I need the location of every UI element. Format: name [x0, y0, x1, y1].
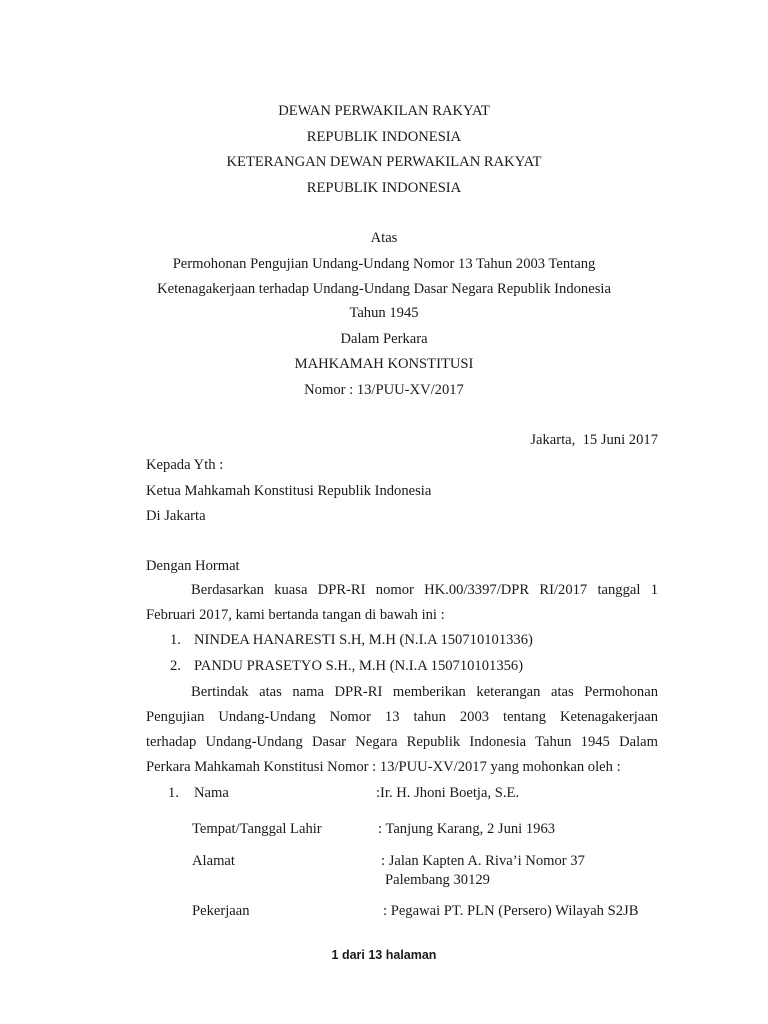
subject-line-2: Ketenagakerjaan terhadap Undang-Undang Dasar Negara Republik Indonesia [157, 281, 611, 297]
applicant-address-value-2: Palembang 30129 [385, 872, 490, 888]
paragraph-2-line-4: Perkara Mahkamah Konstitusi Nomor : 13/PUU-XV/2017 yang mohonkan oleh : [146, 759, 621, 775]
header-line-4: REPUBLIK INDONESIA [306, 180, 462, 196]
addressee-recipient: Ketua Mahkamah Konstitusi Republik Indonesia [146, 483, 432, 499]
applicant-name-value: :Ir. H. Jhoni Boetja, S.E. [376, 785, 520, 801]
list-item-number: 1. [170, 632, 181, 648]
header-line-3: KETERANGAN DEWAN PERWAKILAN RAKYAT [226, 154, 542, 170]
subject-court: MAHKAMAH KONSTITUSI [294, 356, 474, 372]
greeting: Dengan Hormat [146, 558, 240, 574]
addressee-kepada: Kepada Yth : [146, 457, 224, 473]
paragraph-1-line-2: Februari 2017, kami bertanda tangan di bawah ini : [146, 607, 445, 623]
paragraph-2-line-3: terhadap Undang-Undang Dasar Negara Republik Indonesia Tahun 1945 Dalam [146, 734, 658, 750]
header-line-1: DEWAN PERWAKILAN RAKYAT [278, 103, 490, 119]
applicant-job-label: Pekerjaan [192, 903, 250, 919]
paragraph-2-line-2: Pengujian Undang-Undang Nomor 13 tahun 2003 tentang Ketenagakerjaan [146, 709, 658, 725]
header-line-2: REPUBLIK INDONESIA [306, 129, 462, 145]
addressee-location: Di Jakarta [146, 508, 206, 524]
list-item-number: 2. [170, 658, 181, 674]
page-number-footer: 1 dari 13 halaman [331, 948, 437, 962]
applicant-address-value-1: : Jalan Kapten A. Riva’i Nomor 37 [381, 853, 585, 869]
place-date: Jakarta, 15 Juni 2017 [530, 432, 658, 448]
subject-case-number: Nomor : 13/PUU-XV/2017 [304, 382, 464, 398]
subject-atas: Atas [370, 230, 398, 246]
applicant-name-label: Nama [194, 785, 229, 801]
applicant-number: 1. [168, 785, 179, 801]
paragraph-1-line-1: Berdasarkan kuasa DPR-RI nomor HK.00/3397/DPR RI/2017 tanggal 1 [191, 582, 658, 598]
list-item: PANDU PRASETYO S.H., M.H (N.I.A 150710101356) [194, 658, 524, 674]
applicant-birth-value: : Tanjung Karang, 2 Juni 1963 [378, 821, 556, 837]
subject-dalam-perkara: Dalam Perkara [340, 331, 428, 347]
list-item: NINDEA HANARESTI S.H, M.H (N.I.A 150710101336) [194, 632, 533, 648]
subject-line-1: Permohonan Pengujian Undang-Undang Nomor 13 Tahun 2003 Tentang [172, 256, 596, 272]
paragraph-2-line-1: Bertindak atas nama DPR-RI memberikan keterangan atas Permohonan [191, 684, 658, 700]
applicant-birth-label: Tempat/Tanggal Lahir [192, 821, 322, 837]
applicant-job-value: : Pegawai PT. PLN (Persero) Wilayah S2JB [383, 903, 639, 919]
applicant-address-label: Alamat [192, 853, 235, 869]
subject-line-3: Tahun 1945 [349, 305, 419, 321]
